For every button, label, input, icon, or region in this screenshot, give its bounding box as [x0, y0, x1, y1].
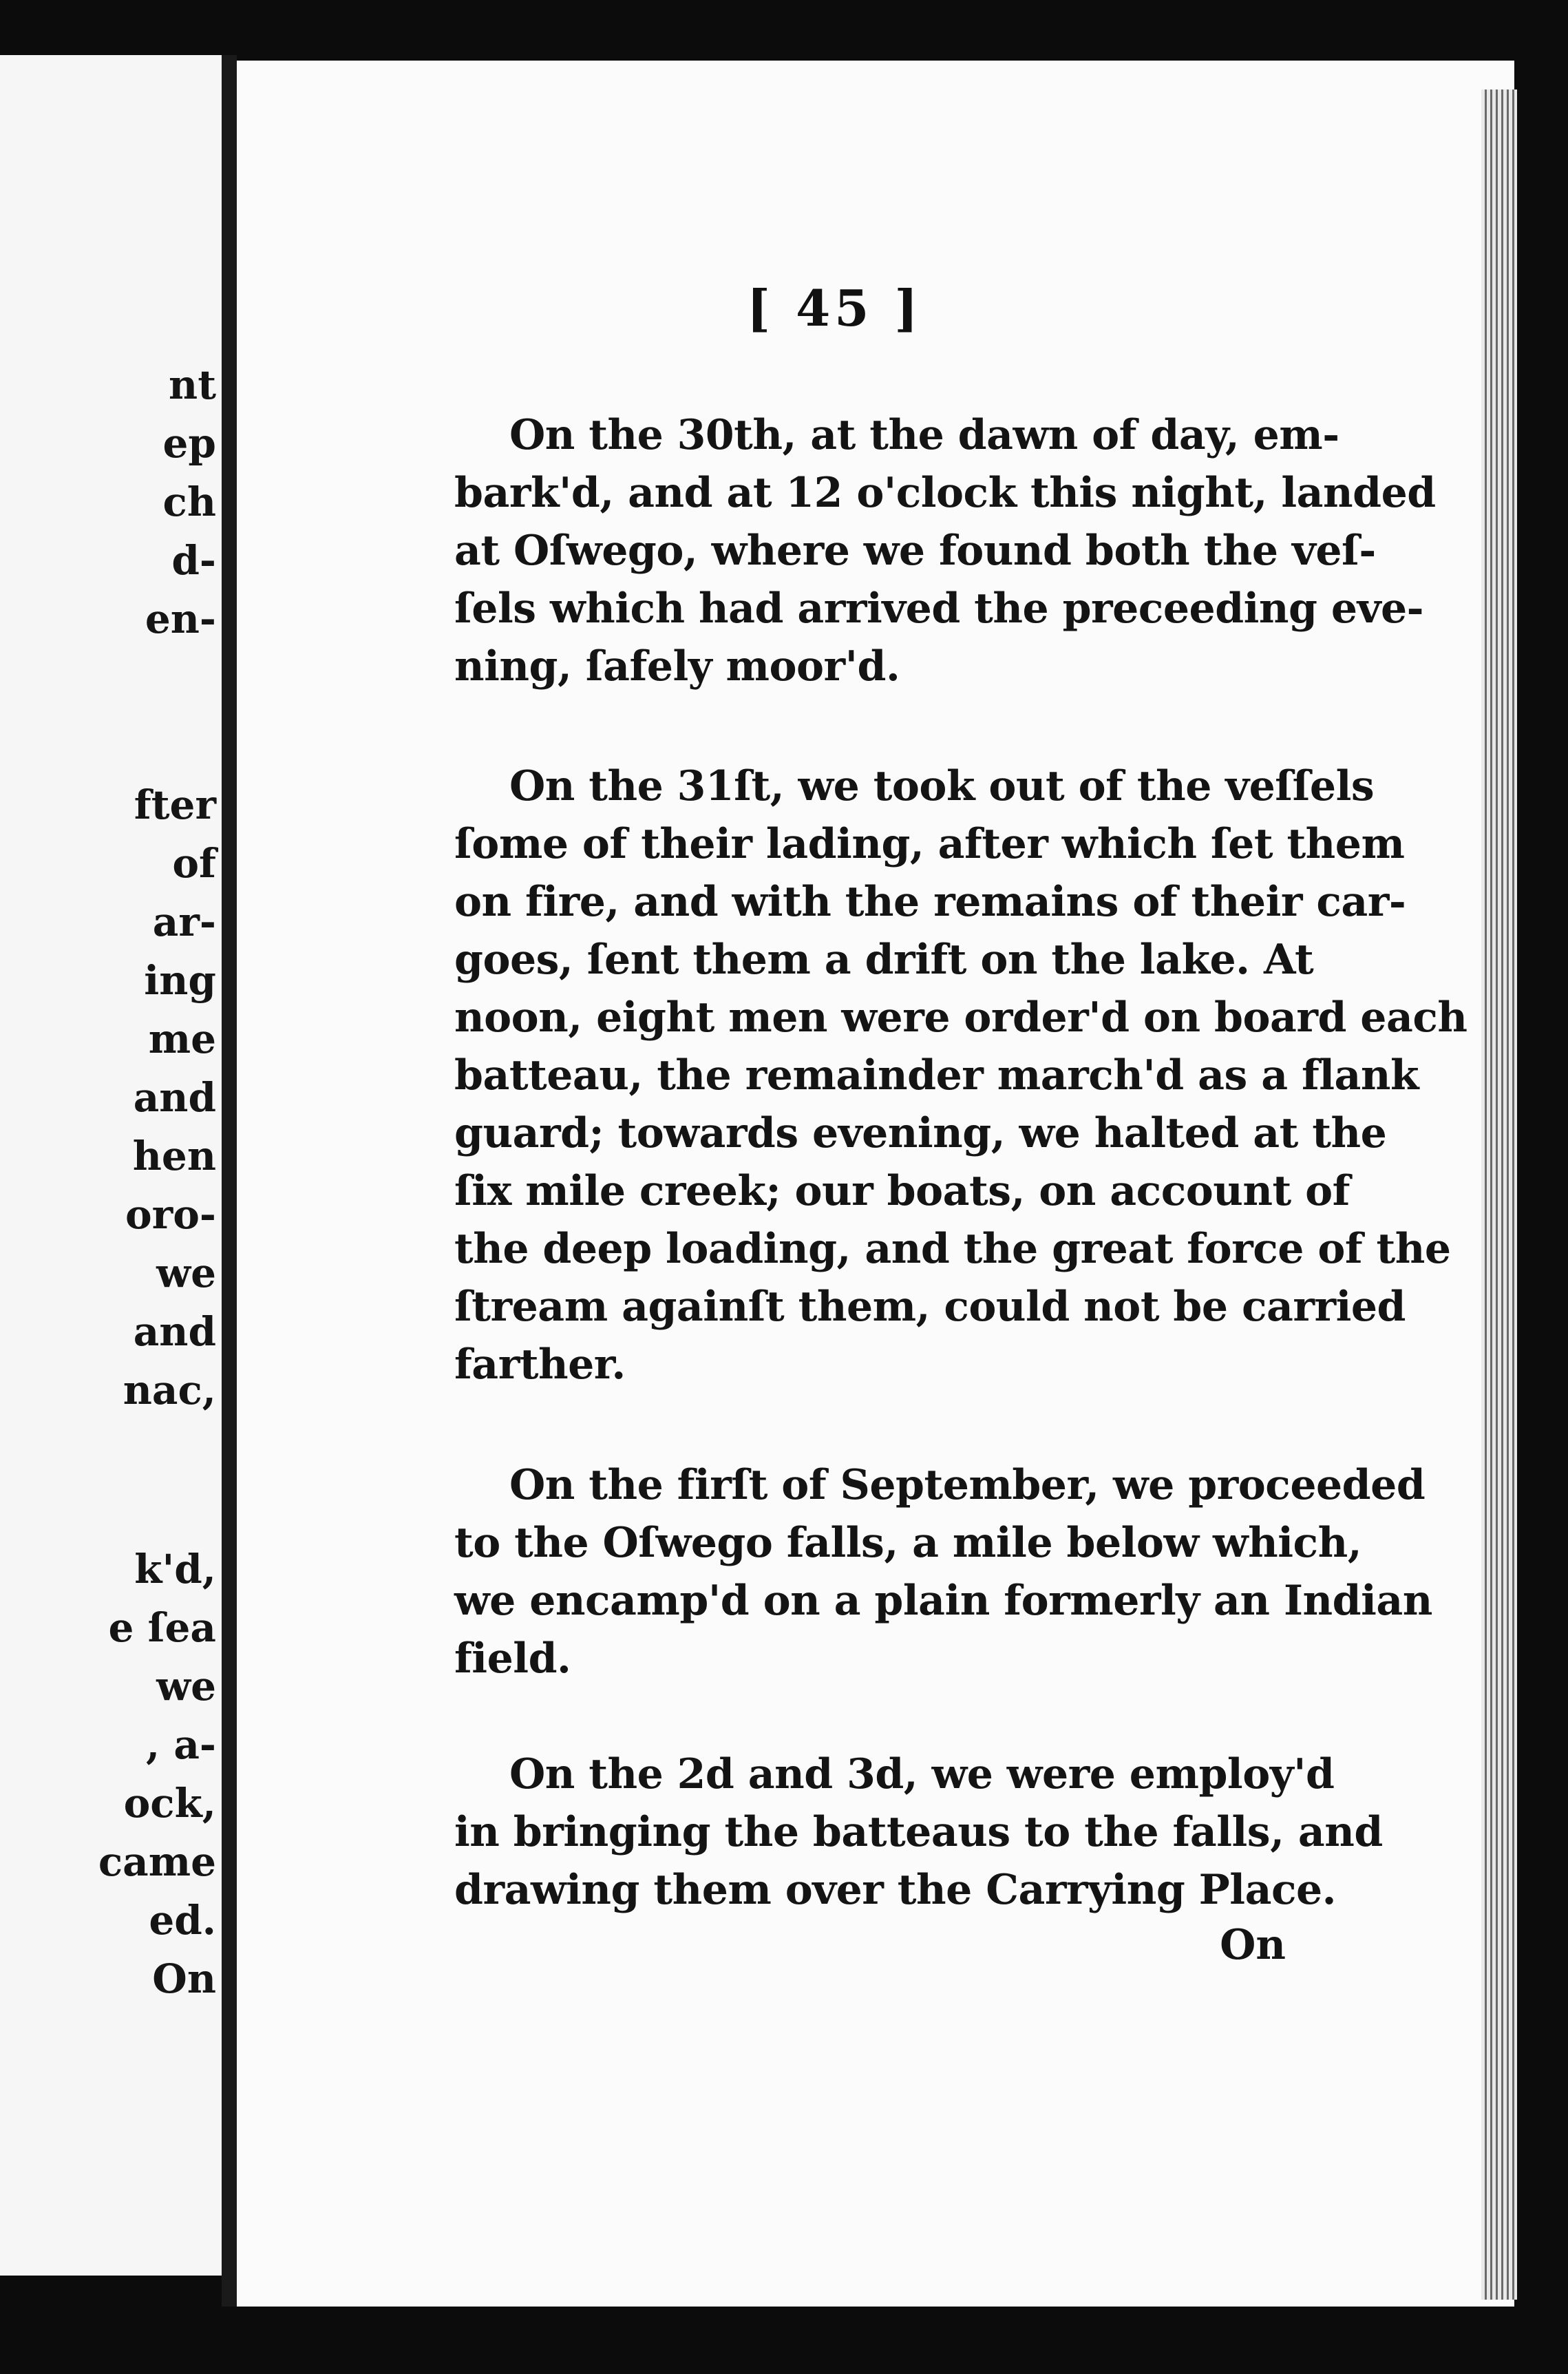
text-line: On the firſt of September, we proceeded: [509, 1461, 1426, 1509]
paragraph-1: [454, 406, 1436, 695]
left-fragment: ar-: [152, 899, 216, 945]
left-fragment: fter: [134, 781, 216, 828]
left-fragment: me: [148, 1016, 216, 1062]
text-line: on fire, and with the remains of their car-: [454, 878, 1406, 926]
text-line: we encamp'd on a plain formerly an Indian: [454, 1577, 1432, 1625]
left-fragment: nac,: [123, 1367, 216, 1414]
text-line: goes, ſent them a drift on the lake. At: [454, 936, 1314, 984]
book-gutter: [222, 55, 237, 2307]
text-line: drawing them over the Carrying Place.: [454, 1866, 1337, 1914]
left-fragment: e ſea: [108, 1604, 216, 1651]
left-fragment: , a-: [145, 1721, 216, 1768]
left-fragment: hen: [132, 1133, 216, 1179]
page-edge: [1481, 90, 1517, 2300]
text-line: ſix mile creek; our boats, on account of: [454, 1167, 1350, 1215]
left-fragment: and: [133, 1074, 216, 1121]
left-fragment: oro-: [125, 1191, 216, 1238]
text-line: On the 30th, at the dawn of day, em-: [509, 411, 1339, 459]
left-fragment: ch: [162, 479, 216, 525]
paragraph-2: [454, 757, 1468, 1394]
left-fragment: nt: [169, 361, 216, 408]
text-line: in bringing the batteaus to the falls, and: [454, 1808, 1383, 1856]
text-line: guard; towards evening, we halted at the: [454, 1109, 1387, 1157]
left-fragment: we: [156, 1250, 216, 1296]
text-line: On the 2d and 3d, we were employ'd: [509, 1750, 1335, 1798]
text-line: farther.: [454, 1341, 626, 1389]
left-fragment: ed.: [149, 1897, 216, 1944]
paragraph-3: [454, 1456, 1432, 1688]
left-fragment: ep: [162, 420, 216, 467]
left-fragment: came: [98, 1838, 216, 1885]
left-fragment: k'd,: [134, 1546, 216, 1593]
text-line: at Oſwego, where we found both the veſ-: [454, 527, 1376, 575]
text-line: ning, ſafely moor'd.: [454, 642, 900, 691]
page-number: [ 45 ]: [747, 279, 922, 337]
left-fragment: of: [172, 840, 216, 887]
left-fragment: en-: [145, 596, 216, 642]
left-fragment: we: [156, 1663, 216, 1710]
text-line: field.: [454, 1635, 571, 1683]
left-fragment: and: [133, 1308, 216, 1355]
text-line: ſels which had arrived the preceeding eve-: [454, 585, 1424, 633]
left-fragment: d-: [171, 537, 216, 584]
left-fragment: On: [152, 1955, 216, 2002]
text-line: batteau, the remainder march'd as a flank: [454, 1051, 1419, 1100]
text-line: ſome of their lading, after which ſet them: [454, 820, 1405, 868]
left-fragment: ing: [144, 957, 216, 1004]
text-line: bark'd, and at 12 o'clock this night, landed: [454, 469, 1436, 517]
text-line: noon, eight men were order'd on board each: [454, 994, 1468, 1042]
text-line: On the 31ſt, we took out of the veſſels: [509, 762, 1375, 810]
text-line: to the Oſwego falls, a mile below which,: [454, 1519, 1362, 1567]
paragraph-4: [454, 1745, 1383, 1919]
text-line: the deep loading, and the great force of the: [454, 1225, 1451, 1273]
catchword: On: [1220, 1921, 1286, 1969]
left-fragment: ock,: [123, 1780, 216, 1827]
previous-page: [0, 55, 222, 2276]
text-line: ſtream againſt them, could not be carried: [454, 1283, 1406, 1331]
